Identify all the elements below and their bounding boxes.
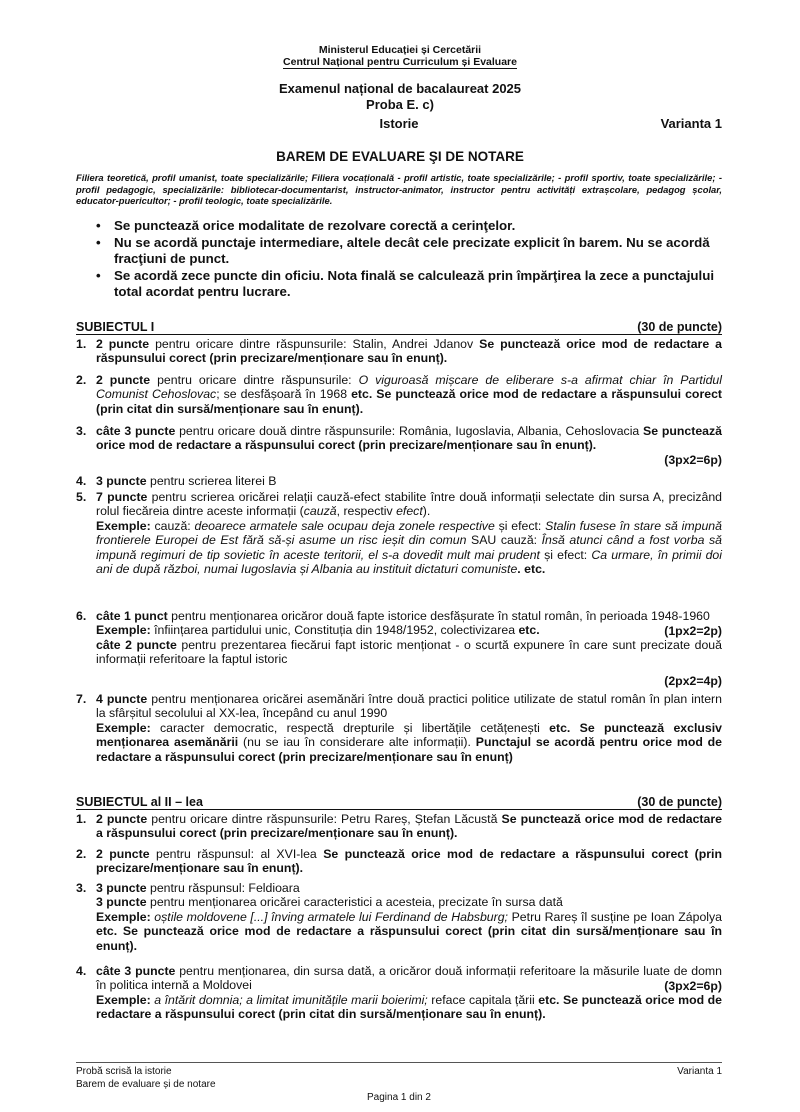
s1-item-4: 4. 3 puncte pentru scrierea literei B — [76, 474, 277, 488]
s1-item-6: 6. câte 1 punct pentru menționarea oricăror două fapte istorice desfășurate în statul român, în perioada 1948-1960 Exemple: înființarea partidului unic, Constituția din 1948/1952, colectivizarea etc. câte 2 puncte pentru prezentarea fiecărui fapt istoric menționat - o scurtă expunere în care sunt precizate două informații referitoare la faptul istoric (1px2=2p) (2px2=4p) — [76, 609, 722, 688]
s1-item-3-points: (3px2=6p) — [664, 453, 722, 467]
exam-proba: Proba E. c) — [366, 97, 434, 112]
exam-subject: Istorie — [379, 116, 419, 131]
footer-divider — [76, 1062, 722, 1063]
rule-item: • Se punctează orice modalitate de rezolvare corectă a cerinţelor. — [96, 218, 516, 233]
s2-item-4: 4. câte 3 puncte pentru menționarea, din sursa dată, a oricăror două informații referitoare la măsurile luate de domn în politica internă a Moldovei Exemple: a întărit domnia; a limitat imunitățile marii boierimi; reface capitala țării etc. Se punctează orice mod de redactare a răspunsului corect (prin citat din sursă/menționare sau în enunț). (3px2=6p) — [76, 964, 723, 1022]
exam-title: Examenul național de bacalaureat 2025 — [278, 81, 522, 96]
ministry-header: Ministerul Educației și Cercetării — [318, 44, 482, 56]
s2-item-4-points: (3px2=6p) — [664, 979, 722, 993]
barem-title: BAREM DE EVALUARE ŞI DE NOTARE — [276, 149, 524, 164]
profile-text: Filiera teoretică, profil umanist, toate specializările; Filiera vocațională - profil artistic, toate specializările; - profil sportiv, toate specializările; - profil pedagogic, specializările: bibliotecar-documentarist, instructor-animator, instructor pentru activități extrașcolare, pedagog școlar, educator-puericultor; - profil teologic, toate specializările. — [76, 172, 722, 206]
page-number: Pagina 1 din 2 — [367, 1092, 431, 1103]
s2-item-3: 3. 3 puncte pentru răspunsul: Feldioara 3 puncte pentru menționarea oricărei caracteristici a acesteia, precizate în sursa dată Exemple: oștile moldovene [...] înving armatele lui Ferdinand de Habsburg; Petru Rareș îl susține pe Ioan Zápolya etc. Se punctează orice mod de redactare a răspunsului corect (prin citat din sursă/menționare sau în enunț). — [76, 881, 722, 953]
s1-item-2: 2. 2 puncte pentru oricare dintre răspunsurile: O viguroasă mișcare de eliberare s-a afirmat chiar în Partidul Comunist Cehoslovac; se desfășoară în 1968 etc. Se punctează orice mod de redactare a răspunsului corect (prin citat din sursă/menționare sau în enunț). — [76, 373, 723, 416]
s1-item-3: 3. câte 3 puncte pentru oricare două dintre răspunsurile: România, Iugoslavia, Albania, Cehoslovacia Se punctează orice mod de redactare a răspunsului corect (prin precizare/menționare sau în enunț). (3px2=6p) — [76, 424, 722, 467]
section-2-heading: SUBIECTUL al II – lea (30 de puncte) — [76, 795, 722, 809]
footer-exam-label: Probă scrisă la istorie — [76, 1066, 172, 1077]
s1-item-5: 5. 7 puncte pentru scrierea oricărei relații cauză-efect stabilite între două informații selectate din sursa A, precizând rolul fiecăreia dintre aceste informații (cauză, respectiv efect). Exemple: cauză: deoarece armatele sale ocupau deja zonele respective și efect: Stalin fusese în stare să impună frontierele Europei de Est fără să-și asume un risc ieșit din comun SAU cauză: Însă atunci când a fost vorba să impună regimuri de tip sovietic în aceste teritorii, el s-a dovedit mult mai prudent și efect: Ca urmare, în primii doi ani de după război, numai Iugoslavia și Albania au instituit dictaturi comuniste. etc. — [76, 490, 722, 577]
s2-item-1: 1. 2 puncte pentru oricare dintre răspunsurile: Petru Rareș, Ștefan Lăcustă Se punctează orice mod de redactare a răspunsului corect (prin precizare/menționare sau în enunț). — [76, 812, 722, 841]
s1-item-1: 1. 2 puncte pentru oricare dintre răspunsurile: Stalin, Andrei Jdanov Se punctează orice mod de redactare a răspunsului corect (prin precizare/menționare sau în enunț). — [76, 337, 722, 366]
s1-item-6-points-2: (2px2=4p) — [664, 674, 722, 688]
s1-item-6-points-1: (1px2=2p) — [664, 624, 722, 638]
exam-variant: Varianta 1 — [660, 116, 722, 131]
section-1-heading: SUBIECTUL I (30 de puncte) — [76, 320, 722, 334]
rule-item: • Se acordă zece puncte din oficiu. Nota finală se calculează prin împărţirea la zece a punctajului total acordat pentru lucrare. — [96, 268, 715, 299]
footer-variant: Varianta 1 — [677, 1066, 722, 1077]
s2-item-2: 2. 2 puncte pentru răspunsul: al XVI-lea Se punctează orice mod de redactare a răspunsului corect (prin precizare/menționare sau în enunț). — [76, 847, 722, 876]
s1-item-7: 7. 4 puncte pentru menționarea oricărei asemănări între două practici politice utilizate de statul român în plan intern la sfârșitul secolului al XX-lea, începând cu anul 1990 Exemple: caracter democratic, respectă drepturile și libertățile cetățenești etc. Se punctează exclusiv menționarea asemănării (nu se iau în considerare alte informații). Punctajul se acordă pentru orice mod de redactare a răspunsului corect (prin precizare/menționare sau în enunț) — [76, 692, 723, 764]
rule-item: • Nu se acordă punctaje intermediare, altele decât cele precizate explicit în barem. Nu se acordă fracţiuni de punct. — [96, 235, 710, 266]
footer-barem-label: Barem de evaluare și de notare — [76, 1079, 216, 1090]
center-header: Centrul Național pentru Curriculum și Evaluare — [283, 56, 517, 68]
footer-row-1 — [76, 1066, 722, 1078]
